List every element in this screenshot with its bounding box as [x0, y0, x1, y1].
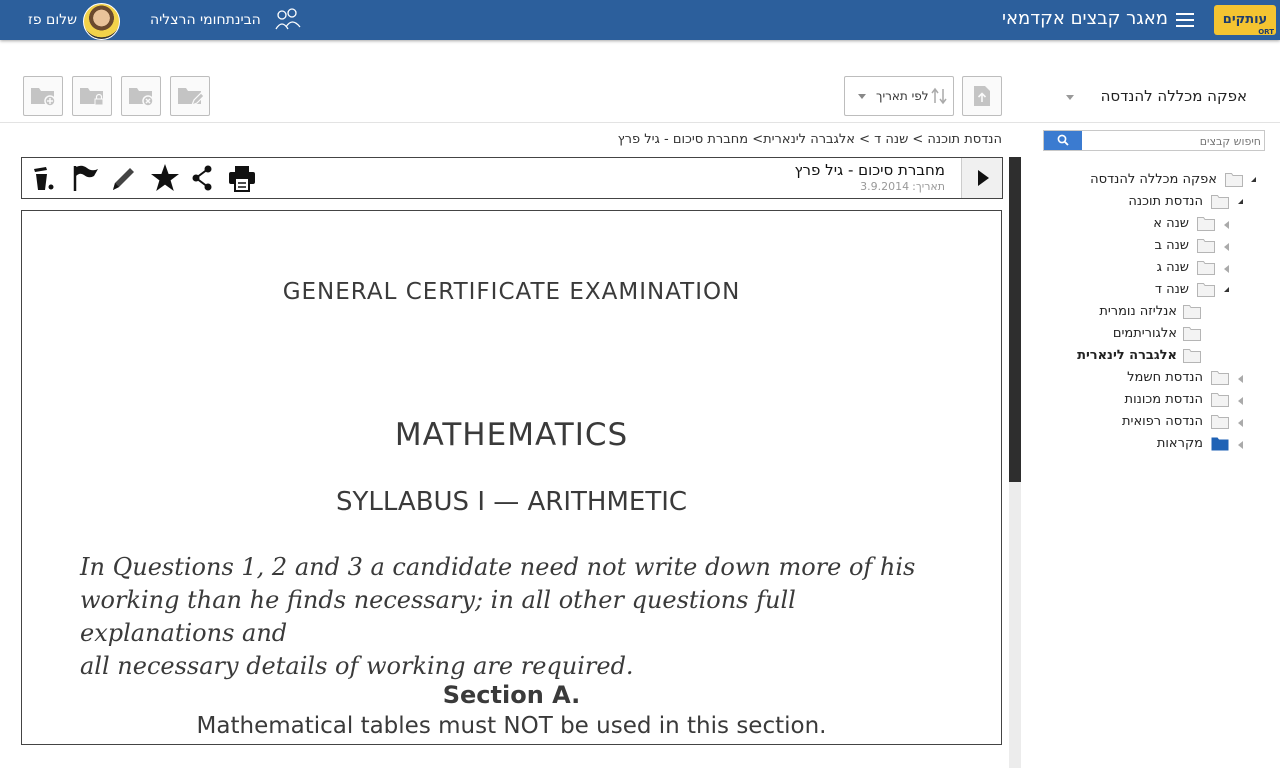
folder-icon	[1225, 172, 1243, 187]
tree-item-label: שנה ג	[1156, 260, 1189, 275]
collapsed-arrow-icon[interactable]	[1224, 221, 1229, 229]
search-input[interactable]	[1084, 131, 1263, 152]
folder-icon	[1197, 216, 1215, 231]
collapsed-arrow-icon[interactable]	[1238, 441, 1243, 449]
chevron-down-icon	[1066, 95, 1074, 100]
tree-item[interactable]	[1020, 302, 1280, 322]
logo-text: עותקים	[1222, 12, 1268, 27]
tree-item-label: אפקה מכללה להנדסה	[1090, 172, 1217, 187]
edit-button[interactable]	[108, 163, 138, 193]
date-value: 3.9.2014	[860, 180, 910, 193]
section-heading: Section A.	[442, 681, 581, 709]
tree-item[interactable]	[1020, 280, 1280, 300]
tree-item-label: הנדסת תוכנה	[1128, 194, 1203, 209]
tree-item[interactable]	[1020, 434, 1280, 454]
page-heading: GENERAL CERTIFICATE EXAMINATION	[282, 279, 741, 305]
search-button[interactable]	[1044, 131, 1082, 150]
instructions-line: working than he finds necessary; in all other questions full explanations and	[80, 586, 796, 647]
tree-item-label: הנדסה רפואית	[1122, 414, 1203, 429]
tree-item-label: שנה ד	[1154, 282, 1189, 297]
tree-item[interactable]	[1020, 236, 1280, 256]
avatar[interactable]	[83, 3, 120, 40]
favorite-button[interactable]	[150, 163, 180, 193]
search-icon	[1057, 134, 1069, 146]
document-date	[860, 180, 945, 193]
share-icon	[188, 163, 218, 193]
print-icon	[227, 163, 257, 193]
page-syllabus: SYLLABUS I — ARITHMETIC	[335, 487, 688, 517]
upload-file-icon	[973, 85, 991, 107]
chevron-down-icon	[858, 94, 866, 99]
sort-icon	[931, 87, 947, 105]
tree-item[interactable]	[1020, 324, 1280, 344]
tree-item-label: אלגוריתמים	[1112, 326, 1177, 341]
section-note: Mathematical tables must NOT be used in this section.	[196, 713, 827, 739]
tree-item-label: הנדסת חשמל	[1127, 370, 1203, 385]
page-instructions	[80, 551, 950, 683]
tree-item-label: שנה א	[1153, 216, 1189, 231]
collapsed-arrow-icon[interactable]	[1238, 375, 1243, 383]
user-name[interactable]: שלום פז	[28, 12, 78, 28]
tree-item[interactable]	[1020, 214, 1280, 234]
expand-button[interactable]	[961, 158, 1002, 198]
lock-folder-button[interactable]	[72, 76, 112, 116]
folder-icon	[1197, 260, 1215, 275]
instructions-line: all necessary details of working are required.	[80, 652, 634, 680]
app-title: מאגר קבצים אקדמאי	[1001, 8, 1168, 29]
flag-button[interactable]	[70, 163, 100, 193]
folder-icon	[1211, 414, 1229, 429]
folder-icon	[1197, 238, 1215, 253]
tree-item[interactable]	[1020, 258, 1280, 278]
flag-icon	[70, 163, 100, 193]
tree-item-label: אלגברה לינארית	[1077, 348, 1177, 363]
breadcrumb[interactable]: הנדסת תוכנה > שנה ד > אלגברה לינארית> מחברת סיכום - גיל פרץ	[617, 132, 1002, 147]
collapsed-arrow-icon[interactable]	[1224, 265, 1229, 273]
library-select[interactable]	[1060, 86, 1250, 108]
org-name: הבינתחומי הרצליה	[150, 12, 261, 28]
lock-folder-icon	[79, 85, 105, 107]
tree-item[interactable]	[1020, 346, 1280, 366]
tree-item-label: מקראות	[1156, 436, 1203, 451]
tree-item-label: אנליזה נומרית	[1099, 304, 1177, 319]
collapsed-arrow-icon[interactable]	[1238, 397, 1243, 405]
tree-item[interactable]	[1020, 368, 1280, 388]
folder-icon	[1211, 370, 1229, 385]
print-button[interactable]	[227, 163, 257, 193]
blue-folder-icon	[1211, 436, 1229, 451]
tree-item-label: שנה ב	[1154, 238, 1189, 253]
tree-item[interactable]	[1020, 192, 1280, 212]
page-subject: MATHEMATICS	[394, 417, 629, 453]
folder-icon	[1183, 326, 1201, 341]
logo[interactable]	[1214, 5, 1276, 35]
add-folder-icon	[30, 85, 56, 107]
star-icon	[150, 163, 180, 193]
folder-icon	[1183, 304, 1201, 319]
library-select-value: אפקה מכללה להנדסה	[1100, 87, 1247, 105]
collapsed-arrow-icon[interactable]	[1224, 243, 1229, 251]
menu-icon[interactable]	[1176, 13, 1194, 27]
pencil-icon	[108, 163, 138, 193]
folder-icon	[1211, 194, 1229, 209]
folder-icon	[1197, 282, 1215, 297]
document-header	[21, 157, 1003, 199]
instructions-line: In Questions 1, 2 and 3 a candidate need not write down more of his	[80, 553, 916, 581]
document-title: מחברת סיכום - גיל פרץ	[794, 161, 945, 179]
collapsed-arrow-icon[interactable]	[1238, 419, 1243, 427]
folder-icon	[1183, 348, 1201, 363]
expanded-arrow-icon[interactable]	[1224, 287, 1229, 292]
share-button[interactable]	[188, 163, 218, 193]
expanded-arrow-icon[interactable]	[1251, 177, 1256, 182]
search-box	[1043, 130, 1265, 151]
logo-sub: ORT	[1258, 28, 1274, 36]
tree-item[interactable]	[1020, 412, 1280, 432]
top-bar	[0, 0, 1280, 40]
delete-button[interactable]	[30, 163, 60, 193]
date-label: תאריך:	[912, 180, 945, 193]
org-logo-icon	[274, 7, 302, 31]
edit-folder-icon	[177, 85, 203, 107]
add-folder-button[interactable]	[23, 76, 63, 116]
tree-item-label: הנדסת מכונות	[1124, 392, 1203, 407]
tree-item[interactable]	[1020, 170, 1280, 190]
expanded-arrow-icon[interactable]	[1238, 199, 1243, 204]
divider	[0, 122, 1280, 123]
tree-item[interactable]	[1020, 390, 1280, 410]
document-viewer[interactable]	[21, 210, 1002, 745]
remove-folder-icon	[128, 85, 154, 107]
upload-file-button[interactable]	[962, 76, 1002, 116]
sort-dropdown[interactable]	[844, 76, 954, 116]
folder-icon	[1211, 392, 1229, 407]
play-icon	[978, 170, 989, 186]
edit-folder-button[interactable]	[170, 76, 210, 116]
remove-folder-button[interactable]	[121, 76, 161, 116]
delete-icon	[30, 163, 60, 193]
sort-label: לפי תאריך	[876, 89, 929, 103]
